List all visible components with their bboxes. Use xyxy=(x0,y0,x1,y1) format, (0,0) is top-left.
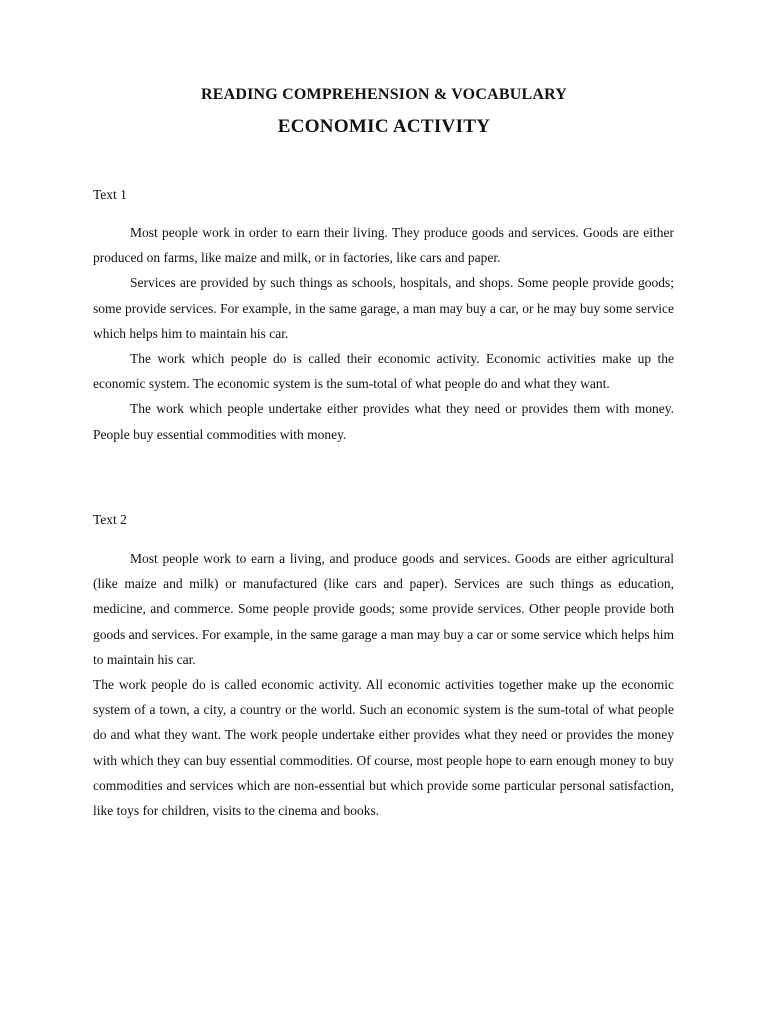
text-2-paragraph: Most people work to earn a living, and produce goods and services. Goods are either agricultural (like maize and milk) or manufactured (like cars and paper). Services are such things as education, medicine, and commerce. Some people provide goods; some provide services. Other people provide both goods and services. For example, in the same garage a man may buy a car or some service which helps him to maintain his car. xyxy=(93,551,674,667)
text-1-paragraph: The work which people undertake either provides what they need or provides them with money. People buy essential commodities with money. xyxy=(93,401,674,442)
text-1-paragraph: Most people work in order to earn their living. They produce goods and services. Goods are either produced on farms, like maize and milk, or in factories, like cars and paper. xyxy=(93,225,674,266)
text-2-body xyxy=(93,546,674,823)
text-2-paragraph: The work people do is called economic activity. All economic activities together make up the economic system of a town, a city, a country or the world. Such an economic system is the sum-total of what people do and what they want. The work people undertake either provides what they need or provides the money with which they can buy essential commodities. Of course, most people hope to earn enough money to buy commodities and services which are non-essential but which provide some particular personal satisfaction, like toys for children, visits to the cinema and books. xyxy=(93,677,674,819)
text-1-body xyxy=(93,220,674,447)
text-1-paragraph: The work which people do is called their economic activity. Economic activities make up the economic system. The economic system is the sum-total of what people do and what they want. xyxy=(93,351,674,392)
text-2-label: Text 2 xyxy=(93,512,127,527)
document-heading: READING COMPREHENSION & VOCABULARY xyxy=(200,86,568,103)
text-1-paragraph: Services are provided by such things as schools, hospitals, and shops. Some people provide goods; some provide services. For example, in the same garage, a man may buy a car, or he may buy some service which helps him to maintain his car. xyxy=(93,275,674,341)
document-title: ECONOMIC ACTIVITY xyxy=(277,116,491,137)
text-1-label: Text 1 xyxy=(93,187,127,202)
